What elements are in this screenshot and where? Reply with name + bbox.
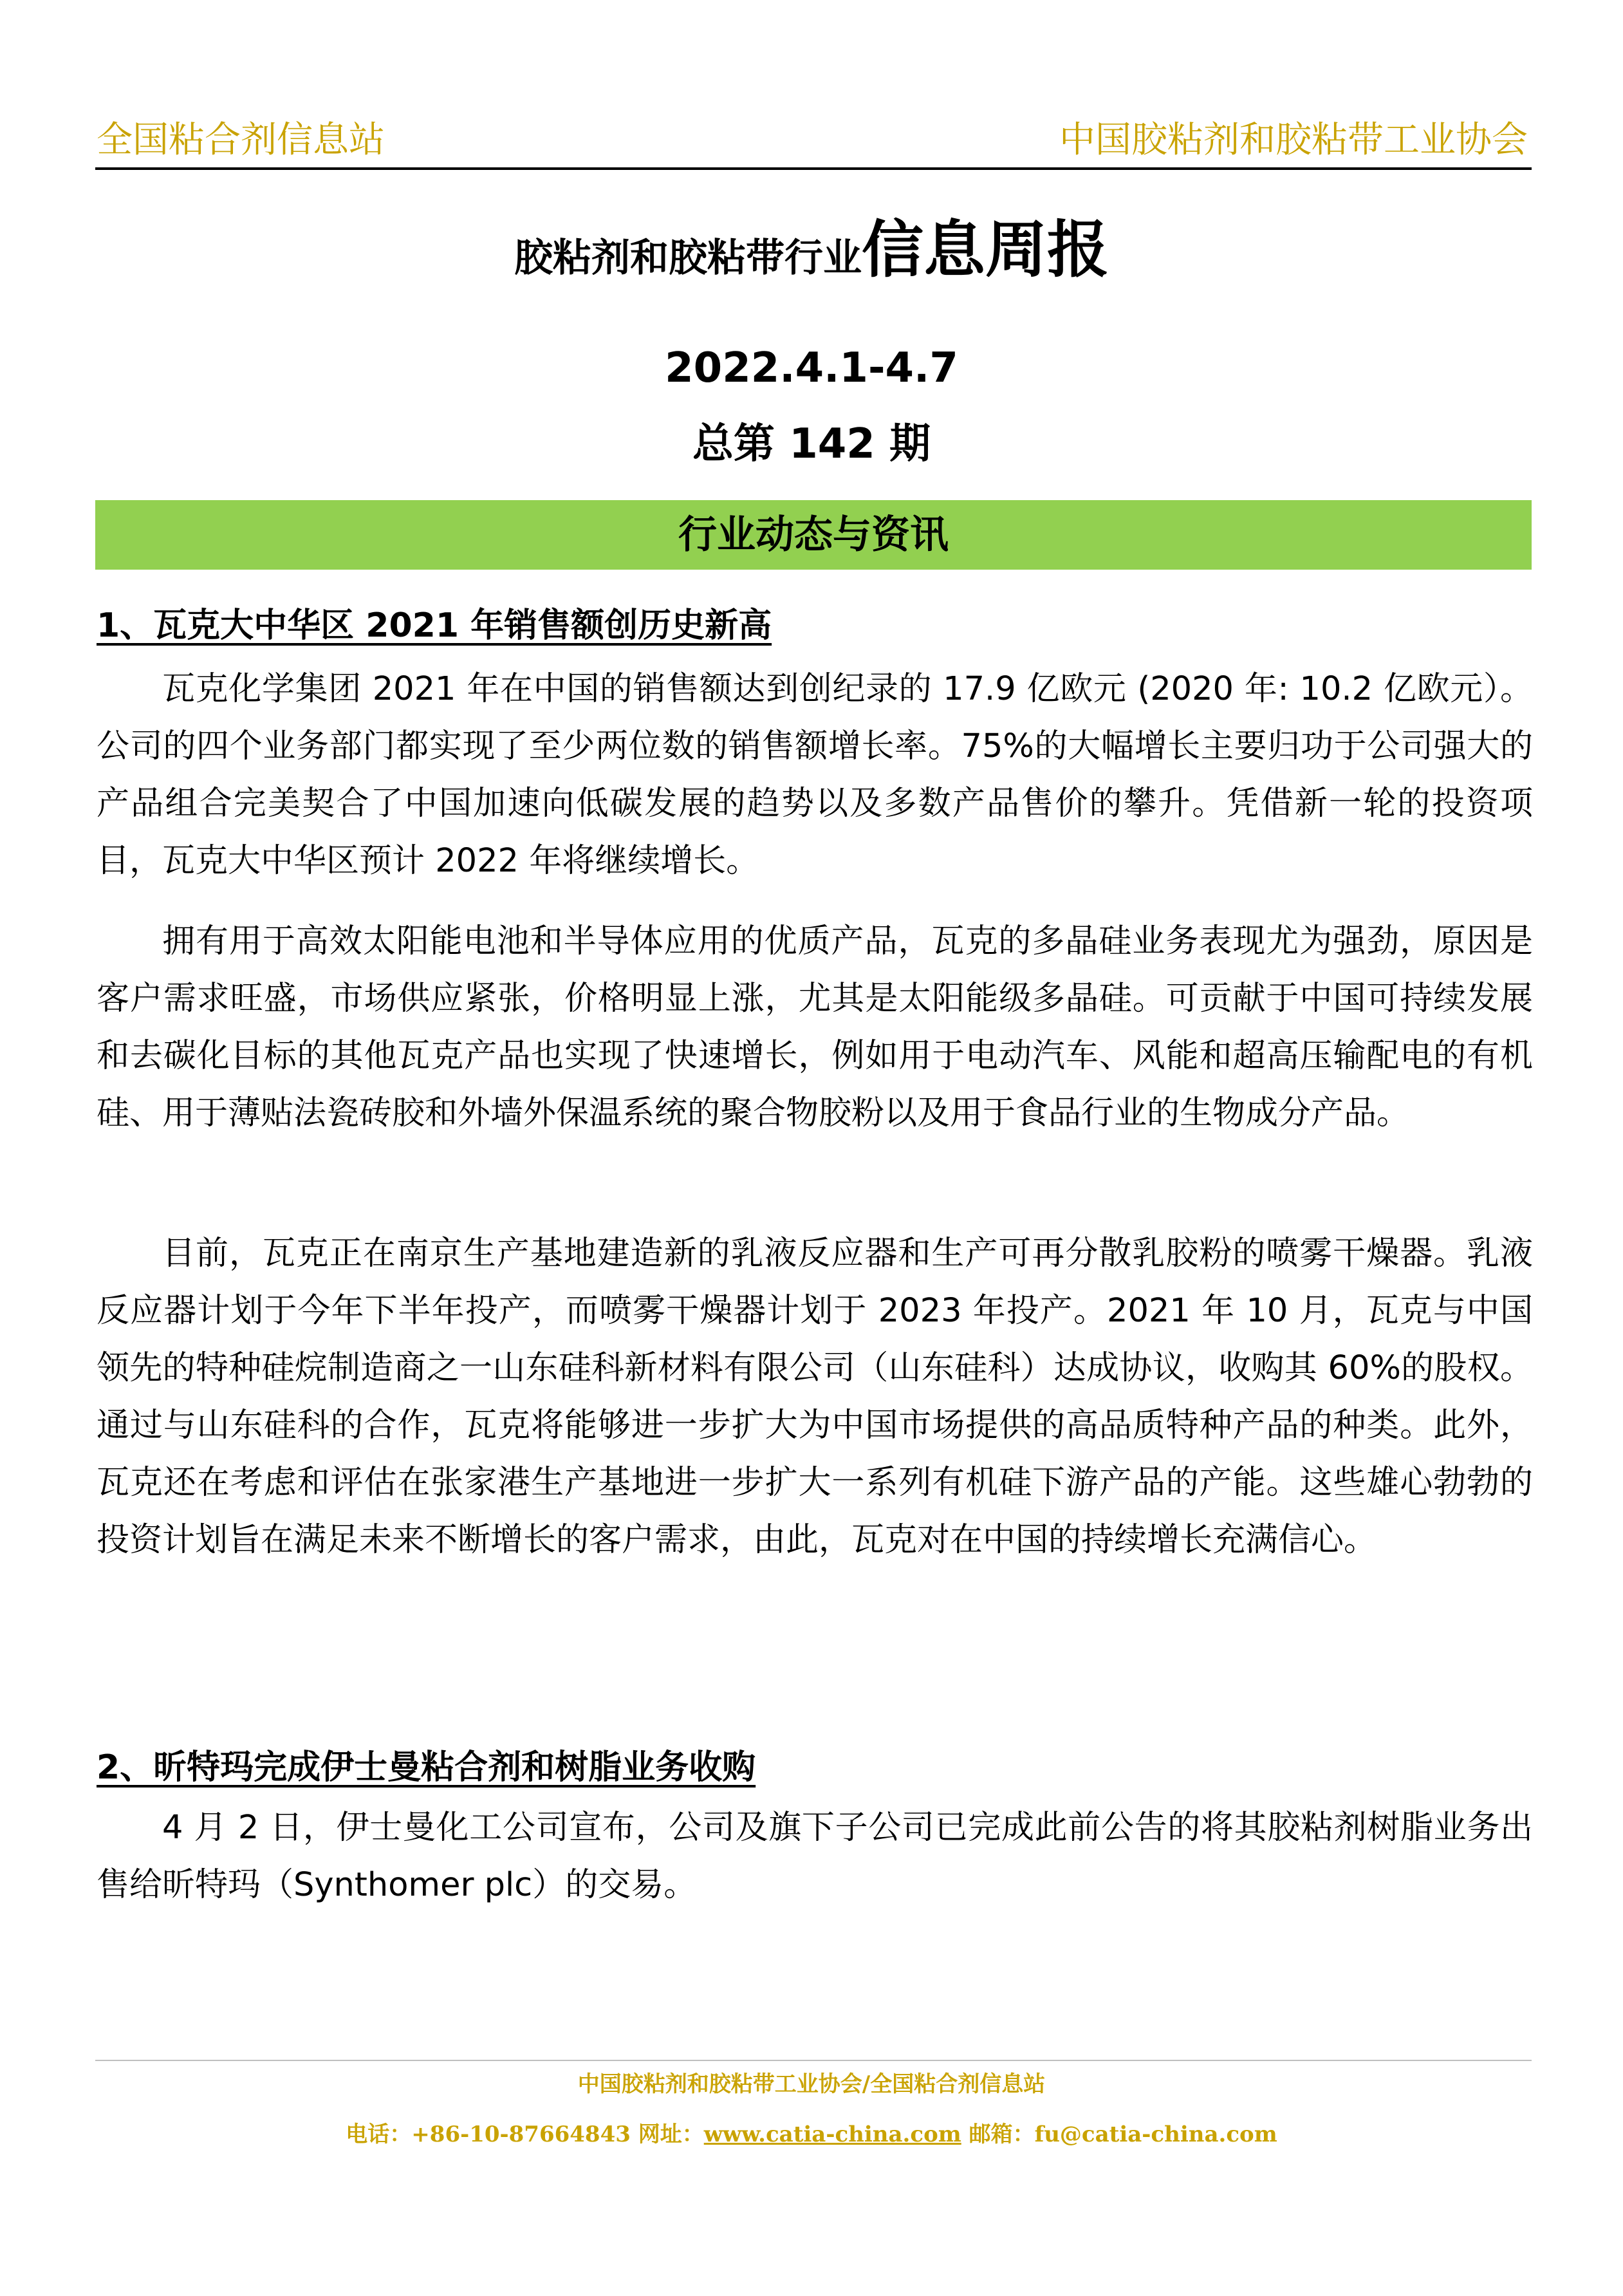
report-title-prefix: 胶粘剂和胶粘带行业	[514, 236, 862, 281]
article-paragraph: 拥有用于高效太阳能电池和半导体应用的优质产品，瓦克的多晶硅业务表现尤为强劲，原因是客户需求旺盛，市场供应紧张，价格明显上涨，尤其是太阳能级多晶硅。可贡献于中国可持续发展和去碳化目标的其他瓦克产品也实现了快速增长，例如用于电动汽车、风能和超高压输配电的有机硅、用于薄贴法瓷砖胶和外墙外保温系统的聚合物胶粉以及用于食品行业的生物成分产品。	[97, 922, 1533, 1132]
article-paragraph: 4 月 2 日，伊士曼化工公司宣布，公司及旗下子公司已完成此前公告的将其胶粘剂树脂业务出售给昕特玛（Synthomer plc）的交易。	[97, 1809, 1533, 1904]
footer-email: 邮箱：fu@catia-china.com	[961, 2122, 1277, 2147]
article-heading: 1、瓦克大中华区 2021 年销售额创历史新高	[97, 606, 772, 645]
issue-number: 总第 142 期	[692, 420, 931, 468]
report-title-main: 信息周报	[862, 214, 1109, 286]
article-paragraph: 目前，瓦克正在南京生产基地建造新的乳液反应器和生产可再分散乳胶粉的喷雾干燥器。乳液反应器计划于今年下半年投产，而喷雾干燥器计划于 2023 年投产。2021 年 10 月，瓦克与中国领先的特种硅烷制造商之一山东硅科新材料有限公司（山东硅科）达成协议，收购其 60%的股权。通过与山东硅科的合作，瓦克将能够进一步扩大为中国市场提供的高品质特种产品的种类。此外，瓦克还在考虑和评估在张家港生产基地进一步扩大一系列有机硅下游产品的产能。这些雄心勃勃的投资计划旨在满足未来不断增长的客户需求，由此，瓦克对在中国的持续增长充满信心。	[97, 1235, 1533, 1559]
report-title	[0, 205, 1623, 313]
header-divider	[95, 167, 1532, 170]
footer-divider	[95, 2060, 1532, 2061]
footer-organization: 中国胶粘剂和胶粘带工业协会/全国粘合剂信息站	[577, 2071, 1046, 2097]
section-banner: 行业动态与资讯	[95, 500, 1532, 570]
footer-contact	[0, 2115, 1623, 2154]
date-range: 2022.4.1-4.7	[665, 344, 958, 392]
footer-website-link[interactable]: www.catia-china.com	[703, 2122, 961, 2147]
footer-phone: 电话：+86-10-87664843 网址：	[346, 2122, 704, 2147]
header-association-name: 中国胶粘剂和胶粘带工业协会	[1059, 119, 1528, 161]
header-site-name: 全国粘合剂信息站	[97, 119, 385, 161]
article-paragraph: 瓦克化学集团 2021 年在中国的销售额达到创纪录的 17.9 亿欧元 (2020 年: 10.2 亿欧元）。公司的四个业务部门都实现了至少两位数的销售额增长率。75%的大幅增长主要归功于公司强大的产品组合完美契合了中国加速向低碳发展的趋势以及多数产品售价的攀升。凭借新一轮的投资项目，瓦克大中华区预计 2022 年将继续增长。	[97, 670, 1533, 880]
article-heading: 2、昕特玛完成伊士曼粘合剂和树脂业务收购	[97, 1748, 756, 1787]
